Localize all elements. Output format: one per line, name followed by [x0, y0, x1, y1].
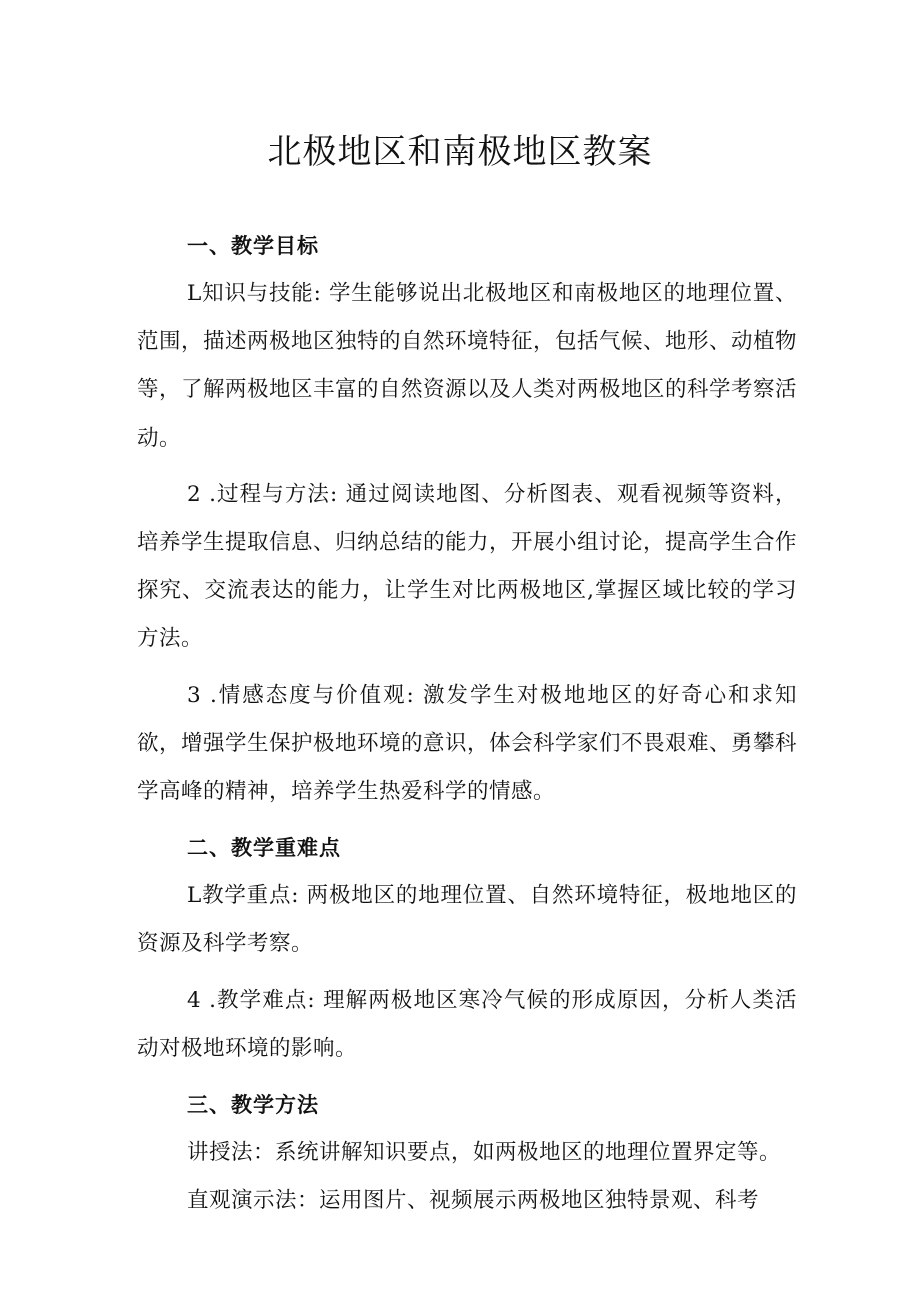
section-teaching-objectives [137, 222, 797, 816]
paragraph: 3 .情感态度与价值观: 激发学生对极地地区的好奇心和求知欲，增强学生保护极地环境的意识，体会科学家们不畏艰难、勇攀科学高峰的精神，培养学生热爱科学的情感。 [137, 682, 798, 805]
section-heading: 二、教学重难点 [187, 836, 341, 861]
section-heading: 一、教学目标 [187, 234, 319, 258]
paragraph: 2 .过程与方法: 通过阅读地图、分析图表、观看视频等资料，培养学生提取信息、归纳总结的能力，开展小组讨论，提高学生合作探究、交流表达的能力，让学生对比两极地区,掌握区域比较的学习方法。 [137, 481, 798, 652]
paragraph: 讲授法：系统讲解知识要点，如两极地区的地理位置界定等。 [187, 1140, 782, 1166]
document-title: 北极地区和南极地区教案 [267, 132, 653, 172]
document-body [137, 222, 797, 1233]
section-heading: 三、教学方法 [187, 1093, 319, 1118]
section-teaching-methods [137, 1081, 797, 1225]
paragraph: L知识与技能: 学生能够说出北极地区和南极地区的地理位置、范围，描述两极地区独特的自然环境特征，包括气候、地形、动植物等，了解两极地区丰富的自然资源以及人类对两极地区的科学考察活动。 [137, 281, 798, 451]
section-key-difficult-points [137, 824, 797, 1073]
paragraph: L教学重点: 两极地区的地理位置、自然环境特征，极地地区的资源及科学考察。 [137, 883, 797, 957]
paragraph: 4 .教学难点: 理解两极地区寒冷气候的形成原因，分析人类活动对极地环境的影响。 [137, 987, 797, 1061]
paragraph: 直观演示法：运用图片、视频展示两极地区独特景观、科考 [187, 1188, 760, 1214]
